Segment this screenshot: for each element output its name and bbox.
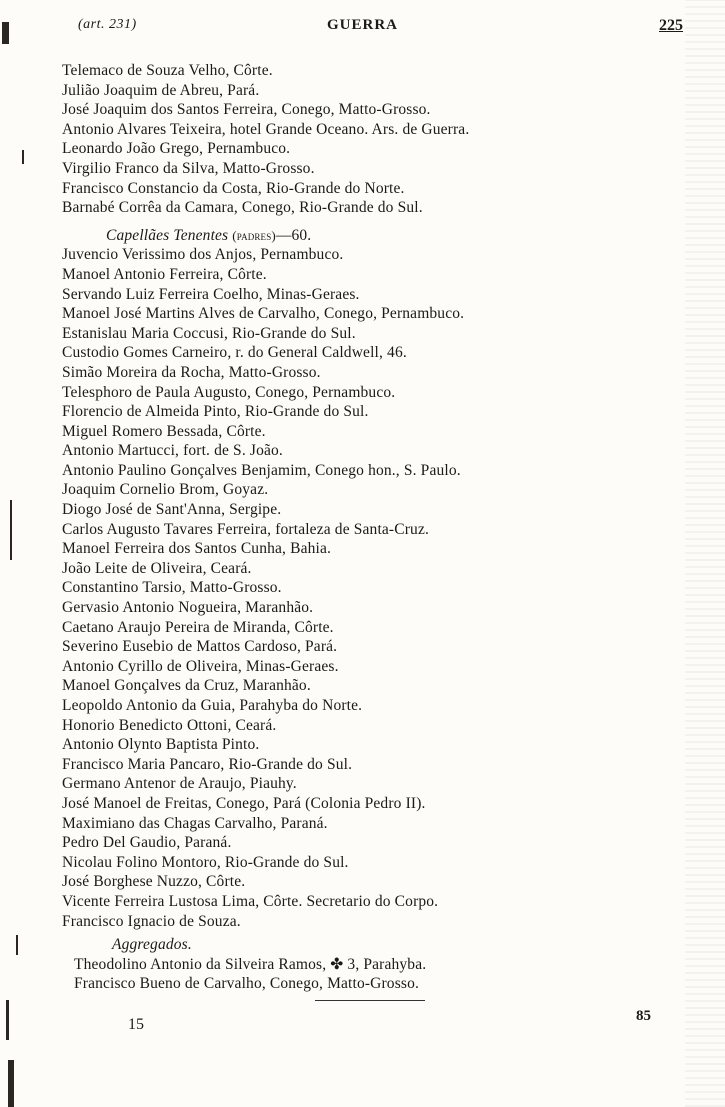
section-heading [106,226,702,246]
article-reference: (art. 231) [78,17,137,32]
left-margin-marks [0,0,30,1107]
list-item: Germano Antenor de Araujo, Piauhy. [62,775,297,793]
list-item: Leonardo João Grego, Pernambuco. [62,140,291,158]
list-item: Joaquim Cornelio Brom, Goyaz. [62,481,269,499]
list-item: Pedro Del Gaudio, Paraná. [62,834,232,852]
list-item: Antonio Alvares Teixeira, hotel Grande Oceano. Ars. de Guerra. [62,120,470,138]
list-item: Manoel José Martins Alves de Carvalho, Conego, Pernambuco. [62,305,465,323]
list-item: Nicolau Folino Montoro, Rio-Grande do Sul. [62,853,349,871]
margin-mark [22,150,24,164]
list-item: Juvencio Verissimo dos Anjos, Pernambuco. [62,246,344,264]
officer-list [62,61,702,218]
margin-mark [10,500,12,560]
list-item: Servando Luiz Ferreira Coelho, Minas-Geraes. [62,285,360,303]
list-item: Diogo José de Sant'Anna, Sergipe. [62,501,282,519]
list-item: Telesphoro de Paula Augusto, Conego, Pernambuco. [62,383,396,401]
list-item: Manoel Gonçalves da Cruz, Maranhão. [62,677,311,695]
list-item: Florencio de Almeida Pinto, Rio-Grande do Sul. [62,403,369,421]
folio-number: 85 [636,1008,651,1024]
section-qualifier: (padres) [232,227,276,243]
footer-divider [315,1000,425,1001]
list-item: Theodolino Antonio da Silveira Ramos, ✤ 3, Parahyba. [74,955,427,973]
section-count: —60. [275,226,312,244]
list-item: José Joaquim dos Santos Ferreira, Conego, Matto-Grosso. [62,101,431,119]
list-item: Antonio Paulino Gonçalves Benjamim, Conego hon., S. Paulo. [62,461,461,479]
list-item: Leopoldo Antonio da Guia, Parahyba do Norte. [62,697,363,714]
page-body [62,61,702,994]
aggregados-heading: Aggregados. [112,936,192,954]
list-item: Antonio Cyrillo de Oliveira, Minas-Geraes. [62,657,339,675]
margin-mark [16,935,18,955]
margin-mark [8,1060,14,1107]
margin-mark [6,1000,9,1040]
page-section-title: GUERRA [326,17,398,33]
list-item: Severino Eusebio de Mattos Cardoso, Pará. [62,638,338,656]
list-item: Francisco Bueno de Carvalho, Conego, Matto-Grosso. [74,975,419,993]
list-item: José Borghese Nuzzo, Côrte. [62,873,246,891]
list-item: Miguel Romero Bessada, Côrte. [62,422,266,440]
list-item: Francisco Ignacio de Souza. [62,912,241,930]
list-item: Maximiano das Chagas Carvalho, Paraná. [62,814,328,832]
list-item: Barnabé Corrêa da Camara, Conego, Rio-Grande do Sul. [62,199,423,217]
list-item: Carlos Augusto Tavares Ferreira, fortaleza de Santa-Cruz. [62,520,429,538]
list-item: José Manoel de Freitas, Conego, Pará (Colonia Pedro II). [62,794,426,812]
list-item: Francisco Maria Pancaro, Rio-Grande do Sul. [62,755,353,773]
list-item: Telemaco de Souza Velho, Côrte. [62,62,273,79]
list-item: Estanislau Maria Coccusi, Rio-Grande do Sul. [62,324,356,342]
list-item: Virgilio Franco da Silva, Matto-Grosso. [62,159,315,177]
page-number: 225 [659,17,683,34]
section-title: Capellães Tenentes [106,226,229,244]
list-item: Honorio Benedicto Ottoni, Ceará. [62,716,277,734]
list-item: Vicente Ferreira Lustosa Lima, Côrte. Secretario do Corpo. [62,892,439,910]
list-item: Caetano Araujo Pereira de Miranda, Côrte. [62,618,334,636]
aggregados-list [62,955,702,994]
list-item: Antonio Olynto Baptista Pinto. [62,736,260,754]
list-item: João Leite de Oliveira, Ceará. [62,559,252,577]
list-item: Custodio Gomes Carneiro, r. do General Caldwell, 46. [62,344,407,362]
chaplain-list [62,245,702,931]
list-item: Manoel Ferreira dos Santos Cunha, Bahia. [62,540,332,558]
list-item: Manoel Antonio Ferreira, Côrte. [62,265,267,283]
list-item: Antonio Martucci, fort. de S. João. [62,442,283,460]
list-item: Francisco Constancio da Costa, Rio-Grande do Norte. [62,179,405,197]
list-item: Constantino Tarsio, Matto-Grosso. [62,579,282,597]
signature-mark: 15 [128,1016,144,1033]
list-item: Simão Moreira da Rocha, Matto-Grosso. [62,363,321,381]
list-item: Julião Joaquim de Abreu, Pará. [62,81,260,99]
running-header [0,17,725,39]
list-item: Gervasio Antonio Nogueira, Maranhão. [62,599,314,617]
